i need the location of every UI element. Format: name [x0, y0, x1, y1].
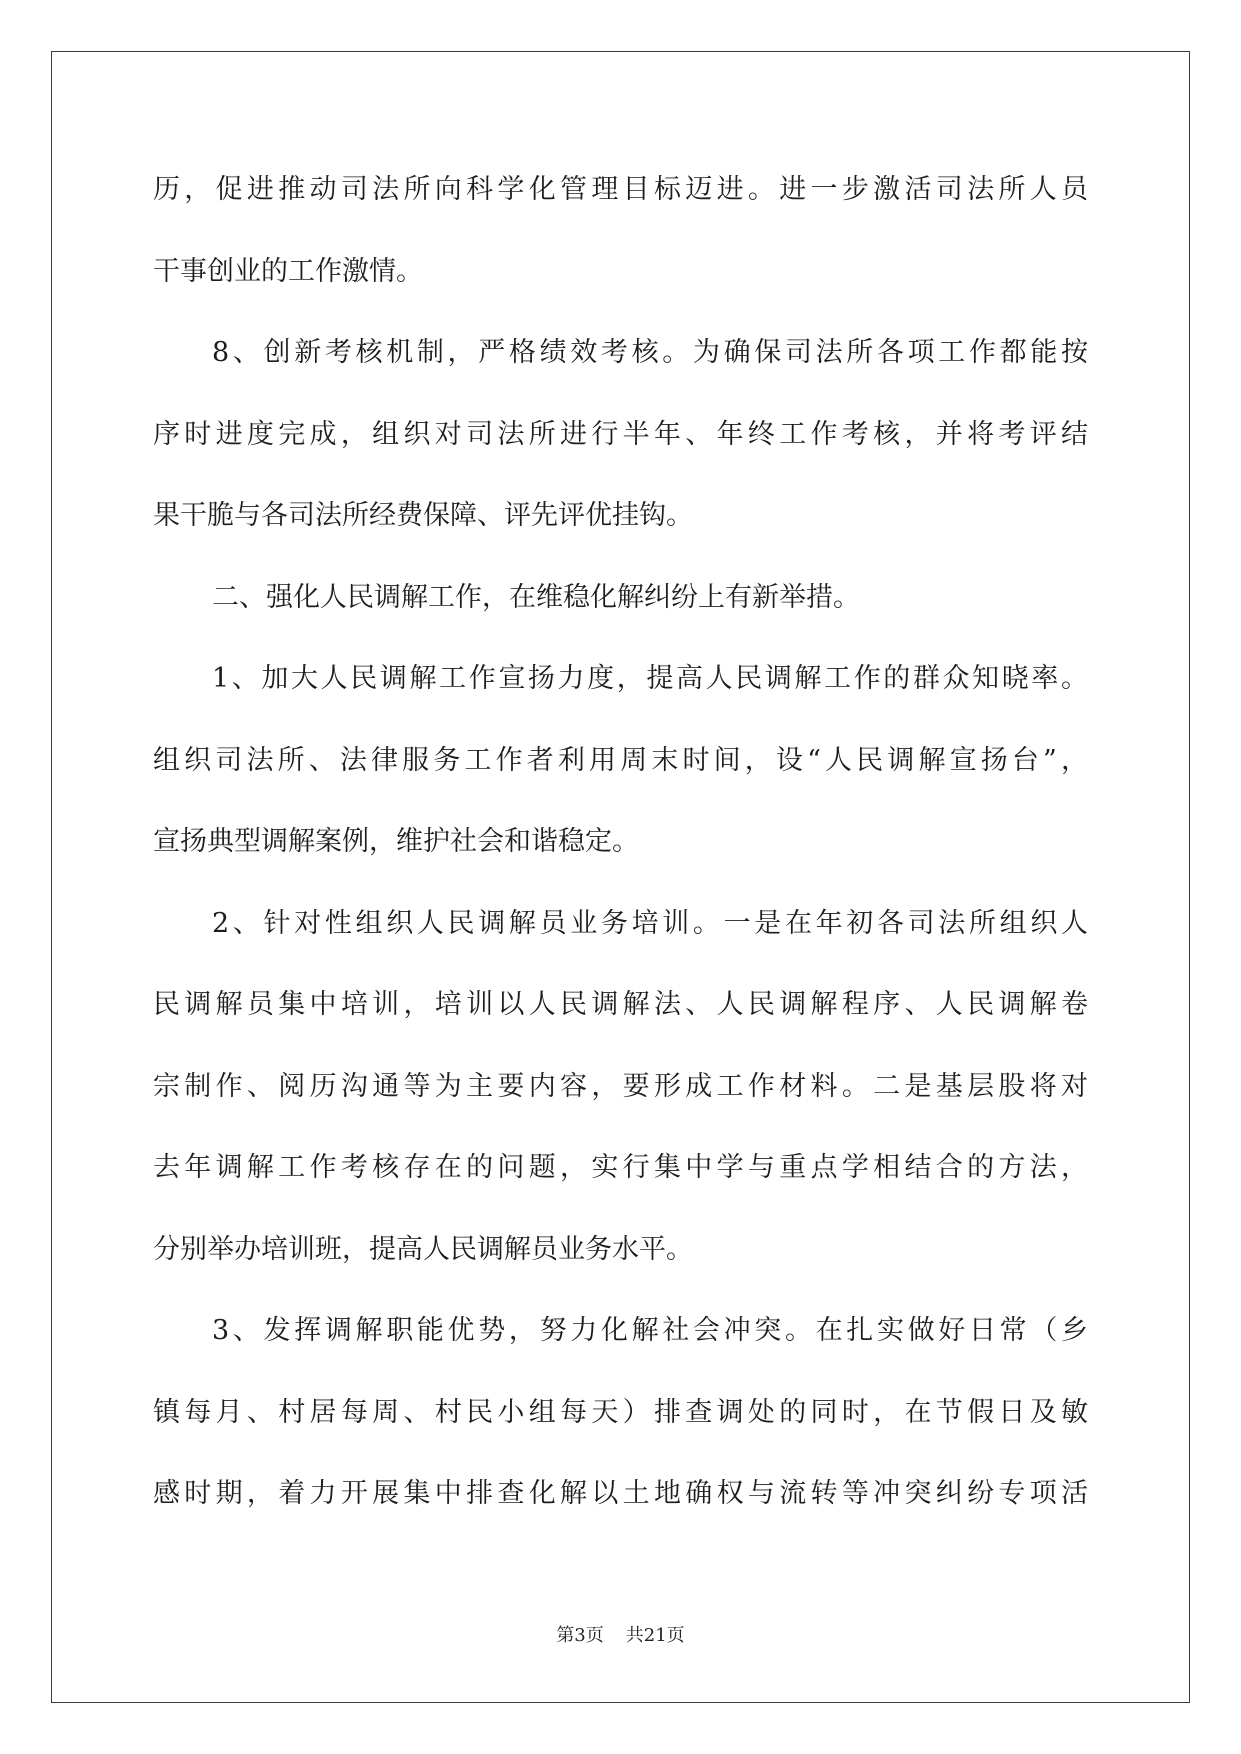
paragraph [153, 149, 1088, 312]
text-line: 3、发挥调解职能优势，努力化解社会冲突。在扎实做好日常（乡 [212, 1315, 1088, 1346]
paragraph [153, 638, 1088, 883]
text-line: 镇每月、村居每周、村民小组每天）排查调处的同时，在节假日及敏 [153, 1396, 1088, 1428]
text-line: 二、强化人民调解工作，在维稳化解纠纷上有新举措。 [212, 581, 860, 613]
document-body [153, 149, 1088, 1535]
text-line: 干事创业的工作激情。 [153, 255, 423, 287]
text-line: 宣扬典型调解案例，维护社会和谐稳定。 [153, 826, 639, 857]
text-line: 去年调解工作考核存在的问题，实行集中学与重点学相结合的方法， [153, 1152, 1088, 1183]
text-line: 1、加大人民调解工作宣扬力度，提高人民调解工作的群众知晓率。 [212, 663, 1088, 694]
paragraph [153, 312, 1088, 557]
text-line: 历，促进推动司法所向科学化管理目标迈进。进一步激活司法所人员 [153, 174, 1088, 205]
paragraph [153, 883, 1088, 1291]
text-line: 民调解员集中培训，培训以人民调解法、人民调解程序、人民调解卷 [153, 989, 1088, 1020]
text-line: 组织司法所、法律服务工作者利用周末时间，设“人民调解宣扬台”， [153, 744, 1088, 776]
text-line: 分别举办培训班，提高人民调解员业务水平。 [153, 1233, 693, 1265]
text-line: 感时期，着力开展集中排查化解以土地确权与流转等冲突纠纷专项活 [153, 1478, 1088, 1509]
text-line: 2、针对性组织人民调解员业务培训。一是在年初各司法所组织人 [212, 907, 1088, 939]
page-footer [0, 1624, 1241, 1648]
text-line: 8、创新考核机制，严格绩效考核。为确保司法所各项工作都能按 [212, 337, 1088, 368]
text-line: 宗制作、阅历沟通等为主要内容，要形成工作材料。二是基层股将对 [153, 1070, 1088, 1102]
paragraph [153, 1290, 1088, 1535]
text-line: 序时进度完成，组织对司法所进行半年、年终工作考核，并将考评结 [153, 418, 1088, 450]
section-heading [153, 557, 1088, 639]
page-number: 第3页 [556, 1625, 604, 1646]
text-line: 果干脆与各司法所经费保障、评先评优挂钩。 [153, 500, 693, 531]
page-total: 共21页 [625, 1625, 685, 1646]
